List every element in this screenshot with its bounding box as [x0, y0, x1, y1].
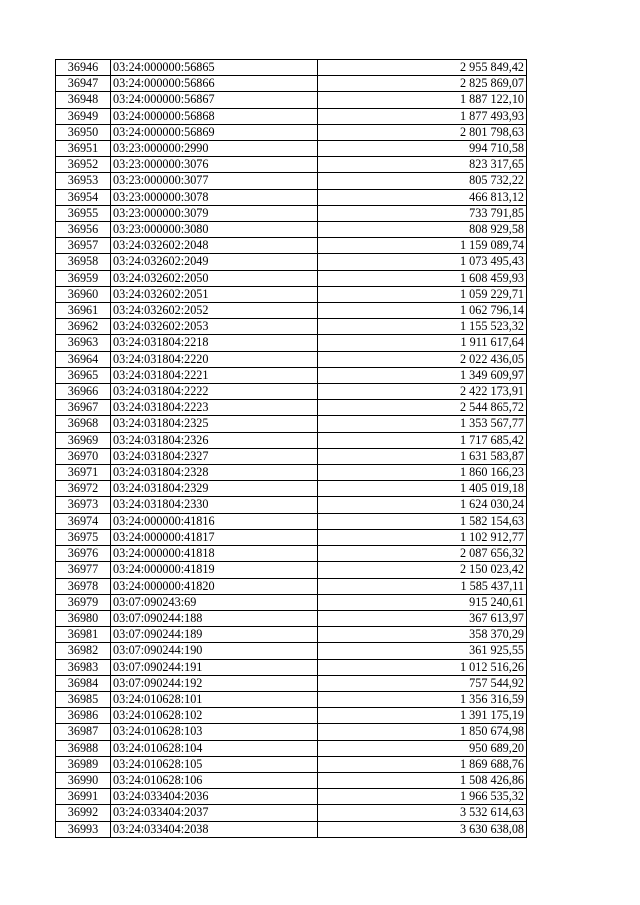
value-cell: 2 825 869,07 — [318, 76, 527, 92]
value-cell: 2 422 173,91 — [318, 384, 527, 400]
table-row — [56, 432, 527, 448]
row-number-cell: 36966 — [56, 384, 111, 400]
cadastral-number-cell: 03:24:010628:102 — [111, 708, 318, 724]
table-row — [56, 270, 527, 286]
table-row — [56, 189, 527, 205]
table-row — [56, 254, 527, 270]
cadastral-number-cell: 03:24:031804:2325 — [111, 416, 318, 432]
table-row — [56, 319, 527, 335]
row-number-cell: 36963 — [56, 335, 111, 351]
value-cell: 823 317,65 — [318, 157, 527, 173]
cadastral-number-cell: 03:23:000000:3078 — [111, 189, 318, 205]
cadastral-value-table — [55, 59, 527, 838]
table-row — [56, 821, 527, 837]
row-number-cell: 36953 — [56, 173, 111, 189]
row-number-cell: 36993 — [56, 821, 111, 837]
cadastral-number-cell: 03:24:031804:2218 — [111, 335, 318, 351]
cadastral-number-cell: 03:24:031804:2221 — [111, 367, 318, 383]
value-cell: 1 850 674,98 — [318, 724, 527, 740]
table-row — [56, 238, 527, 254]
value-cell: 3 532 614,63 — [318, 805, 527, 821]
row-number-cell: 36975 — [56, 529, 111, 545]
value-cell: 2 544 865,72 — [318, 400, 527, 416]
row-number-cell: 36978 — [56, 578, 111, 594]
cadastral-number-cell: 03:24:010628:106 — [111, 772, 318, 788]
cadastral-number-cell: 03:24:010628:104 — [111, 740, 318, 756]
row-number-cell: 36984 — [56, 675, 111, 691]
table-row — [56, 400, 527, 416]
value-cell: 994 710,58 — [318, 141, 527, 157]
row-number-cell: 36977 — [56, 562, 111, 578]
cadastral-number-cell: 03:24:010628:101 — [111, 691, 318, 707]
cadastral-number-cell: 03:07:090244:190 — [111, 643, 318, 659]
row-number-cell: 36979 — [56, 594, 111, 610]
row-number-cell: 36976 — [56, 546, 111, 562]
cadastral-number-cell: 03:24:031804:2329 — [111, 481, 318, 497]
value-cell: 2 087 656,32 — [318, 546, 527, 562]
value-cell: 367 613,97 — [318, 610, 527, 626]
value-cell: 1 631 583,87 — [318, 448, 527, 464]
table-row — [56, 627, 527, 643]
value-cell: 1 860 166,23 — [318, 465, 527, 481]
value-cell: 808 929,58 — [318, 222, 527, 238]
row-number-cell: 36950 — [56, 124, 111, 140]
cadastral-number-cell: 03:24:033404:2036 — [111, 789, 318, 805]
value-cell: 1 059 229,71 — [318, 286, 527, 302]
cadastral-number-cell: 03:24:031804:2220 — [111, 351, 318, 367]
value-cell: 1 508 426,86 — [318, 772, 527, 788]
cadastral-number-cell: 03:24:031804:2223 — [111, 400, 318, 416]
table-row — [56, 351, 527, 367]
value-cell: 2 022 436,05 — [318, 351, 527, 367]
table-row — [56, 222, 527, 238]
row-number-cell: 36991 — [56, 789, 111, 805]
row-number-cell: 36974 — [56, 513, 111, 529]
value-cell: 1 877 493,93 — [318, 108, 527, 124]
table-row — [56, 578, 527, 594]
value-cell: 733 791,85 — [318, 205, 527, 221]
row-number-cell: 36969 — [56, 432, 111, 448]
cadastral-number-cell: 03:24:000000:41820 — [111, 578, 318, 594]
value-cell: 1 356 316,59 — [318, 691, 527, 707]
row-number-cell: 36951 — [56, 141, 111, 157]
row-number-cell: 36949 — [56, 108, 111, 124]
cadastral-number-cell: 03:24:000000:56868 — [111, 108, 318, 124]
cadastral-number-cell: 03:24:032602:2048 — [111, 238, 318, 254]
value-cell: 1 012 516,26 — [318, 659, 527, 675]
row-number-cell: 36982 — [56, 643, 111, 659]
row-number-cell: 36988 — [56, 740, 111, 756]
cadastral-number-cell: 03:07:090244:189 — [111, 627, 318, 643]
table-row — [56, 303, 527, 319]
cadastral-number-cell: 03:24:032602:2050 — [111, 270, 318, 286]
table-row — [56, 92, 527, 108]
row-number-cell: 36955 — [56, 205, 111, 221]
cadastral-number-cell: 03:24:000000:41816 — [111, 513, 318, 529]
value-cell: 1 966 535,32 — [318, 789, 527, 805]
table-row — [56, 805, 527, 821]
table-row — [56, 465, 527, 481]
table-row — [56, 789, 527, 805]
row-number-cell: 36948 — [56, 92, 111, 108]
value-cell: 1 159 089,74 — [318, 238, 527, 254]
row-number-cell: 36954 — [56, 189, 111, 205]
row-number-cell: 36986 — [56, 708, 111, 724]
row-number-cell: 36962 — [56, 319, 111, 335]
row-number-cell: 36980 — [56, 610, 111, 626]
table-row — [56, 481, 527, 497]
cadastral-number-cell: 03:23:000000:3077 — [111, 173, 318, 189]
cadastral-number-cell: 03:07:090244:188 — [111, 610, 318, 626]
row-number-cell: 36958 — [56, 254, 111, 270]
cadastral-number-cell: 03:24:010628:103 — [111, 724, 318, 740]
value-cell: 1 405 019,18 — [318, 481, 527, 497]
cadastral-number-cell: 03:24:031804:2330 — [111, 497, 318, 513]
table-row — [56, 286, 527, 302]
value-cell: 1 887 122,10 — [318, 92, 527, 108]
table-row — [56, 546, 527, 562]
cadastral-number-cell: 03:24:032602:2052 — [111, 303, 318, 319]
table-row — [56, 659, 527, 675]
table-row — [56, 335, 527, 351]
row-number-cell: 36964 — [56, 351, 111, 367]
cadastral-number-cell: 03:24:032602:2053 — [111, 319, 318, 335]
table-row — [56, 708, 527, 724]
value-cell: 1 869 688,76 — [318, 756, 527, 772]
table-row — [56, 562, 527, 578]
row-number-cell: 36987 — [56, 724, 111, 740]
row-number-cell: 36970 — [56, 448, 111, 464]
cadastral-number-cell: 03:24:033404:2037 — [111, 805, 318, 821]
cadastral-number-cell: 03:24:000000:56866 — [111, 76, 318, 92]
table-row — [56, 756, 527, 772]
cadastral-number-cell: 03:24:000000:56869 — [111, 124, 318, 140]
cadastral-number-cell: 03:24:000000:41819 — [111, 562, 318, 578]
value-cell: 915 240,61 — [318, 594, 527, 610]
row-number-cell: 36965 — [56, 367, 111, 383]
table-row — [56, 367, 527, 383]
table-body — [56, 60, 527, 838]
table-row — [56, 416, 527, 432]
table-row — [56, 60, 527, 76]
cadastral-number-cell: 03:24:010628:105 — [111, 756, 318, 772]
value-cell: 1 349 609,97 — [318, 367, 527, 383]
value-cell: 358 370,29 — [318, 627, 527, 643]
cadastral-number-cell: 03:07:090243:69 — [111, 594, 318, 610]
cadastral-number-cell: 03:23:000000:2990 — [111, 141, 318, 157]
table-row — [56, 594, 527, 610]
row-number-cell: 36989 — [56, 756, 111, 772]
cadastral-number-cell: 03:24:031804:2222 — [111, 384, 318, 400]
table-row — [56, 529, 527, 545]
cadastral-number-cell: 03:23:000000:3080 — [111, 222, 318, 238]
value-cell: 361 925,55 — [318, 643, 527, 659]
table-row — [56, 384, 527, 400]
row-number-cell: 36992 — [56, 805, 111, 821]
value-cell: 3 630 638,08 — [318, 821, 527, 837]
cadastral-number-cell: 03:24:033404:2038 — [111, 821, 318, 837]
value-cell: 2 955 849,42 — [318, 60, 527, 76]
table-row — [56, 513, 527, 529]
value-cell: 1 062 796,14 — [318, 303, 527, 319]
value-cell: 1 582 154,63 — [318, 513, 527, 529]
cadastral-number-cell: 03:24:031804:2326 — [111, 432, 318, 448]
value-cell: 1 155 523,32 — [318, 319, 527, 335]
cadastral-number-cell: 03:24:000000:41817 — [111, 529, 318, 545]
cadastral-number-cell: 03:07:090244:192 — [111, 675, 318, 691]
cadastral-number-cell: 03:24:032602:2051 — [111, 286, 318, 302]
table-row — [56, 141, 527, 157]
row-number-cell: 36983 — [56, 659, 111, 675]
row-number-cell: 36959 — [56, 270, 111, 286]
value-cell: 805 732,22 — [318, 173, 527, 189]
table-row — [56, 76, 527, 92]
cadastral-number-cell: 03:24:000000:56865 — [111, 60, 318, 76]
table-row — [56, 448, 527, 464]
cadastral-number-cell: 03:24:000000:41818 — [111, 546, 318, 562]
row-number-cell: 36956 — [56, 222, 111, 238]
row-number-cell: 36946 — [56, 60, 111, 76]
value-cell: 1 585 437,11 — [318, 578, 527, 594]
value-cell: 1 353 567,77 — [318, 416, 527, 432]
value-cell: 950 689,20 — [318, 740, 527, 756]
row-number-cell: 36968 — [56, 416, 111, 432]
table-row — [56, 610, 527, 626]
cadastral-number-cell: 03:07:090244:191 — [111, 659, 318, 675]
value-cell: 1 391 175,19 — [318, 708, 527, 724]
row-number-cell: 36961 — [56, 303, 111, 319]
value-cell: 1 102 912,77 — [318, 529, 527, 545]
table-row — [56, 108, 527, 124]
table-row — [56, 173, 527, 189]
row-number-cell: 36952 — [56, 157, 111, 173]
cadastral-number-cell: 03:24:031804:2328 — [111, 465, 318, 481]
cadastral-number-cell: 03:23:000000:3076 — [111, 157, 318, 173]
table-row — [56, 675, 527, 691]
value-cell: 1 911 617,64 — [318, 335, 527, 351]
value-cell: 1 608 459,93 — [318, 270, 527, 286]
cadastral-number-cell: 03:24:000000:56867 — [111, 92, 318, 108]
cadastral-number-cell: 03:24:031804:2327 — [111, 448, 318, 464]
table-row — [56, 497, 527, 513]
value-cell: 2 150 023,42 — [318, 562, 527, 578]
row-number-cell: 36960 — [56, 286, 111, 302]
table-row — [56, 205, 527, 221]
value-cell: 1 717 685,42 — [318, 432, 527, 448]
table-row — [56, 724, 527, 740]
row-number-cell: 36947 — [56, 76, 111, 92]
row-number-cell: 36957 — [56, 238, 111, 254]
table-row — [56, 643, 527, 659]
row-number-cell: 36985 — [56, 691, 111, 707]
row-number-cell: 36990 — [56, 772, 111, 788]
row-number-cell: 36973 — [56, 497, 111, 513]
table-row — [56, 157, 527, 173]
value-cell: 1 073 495,43 — [318, 254, 527, 270]
row-number-cell: 36971 — [56, 465, 111, 481]
row-number-cell: 36967 — [56, 400, 111, 416]
table-row — [56, 691, 527, 707]
value-cell: 1 624 030,24 — [318, 497, 527, 513]
value-cell: 757 544,92 — [318, 675, 527, 691]
value-cell: 2 801 798,63 — [318, 124, 527, 140]
cadastral-number-cell: 03:24:032602:2049 — [111, 254, 318, 270]
table-row — [56, 740, 527, 756]
table-row — [56, 772, 527, 788]
row-number-cell: 36972 — [56, 481, 111, 497]
value-cell: 466 813,12 — [318, 189, 527, 205]
cadastral-number-cell: 03:23:000000:3079 — [111, 205, 318, 221]
row-number-cell: 36981 — [56, 627, 111, 643]
table-row — [56, 124, 527, 140]
